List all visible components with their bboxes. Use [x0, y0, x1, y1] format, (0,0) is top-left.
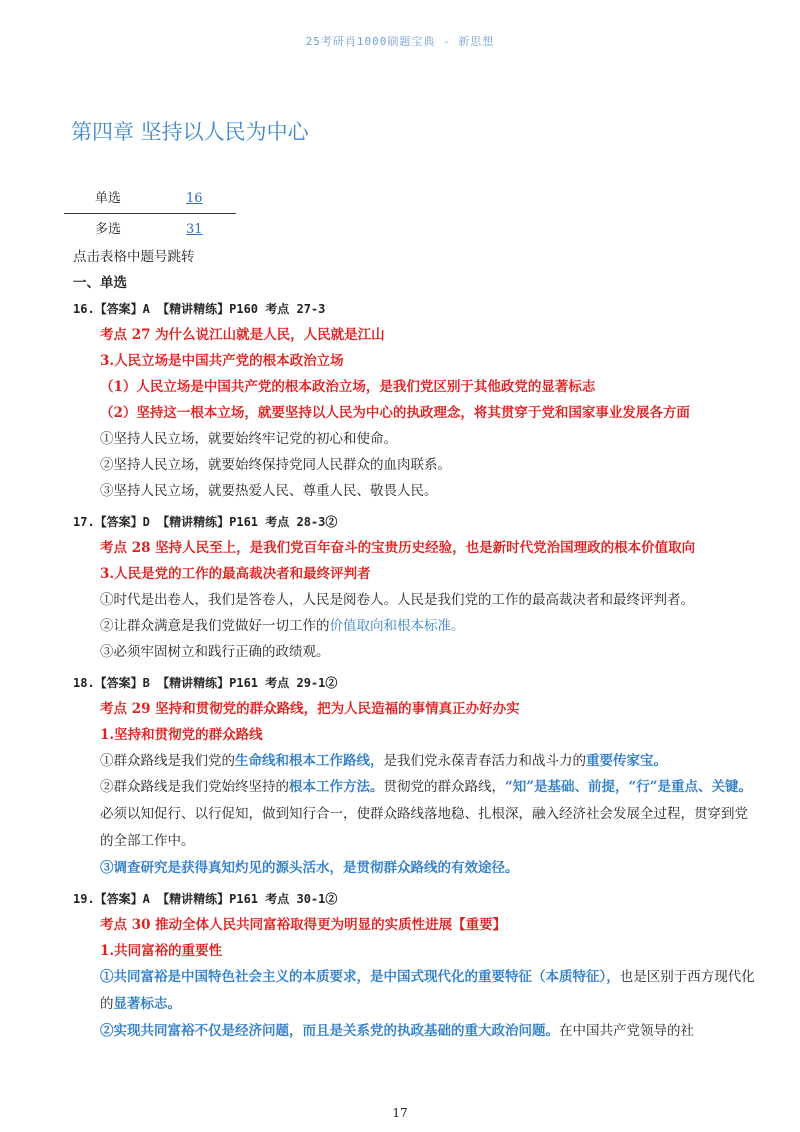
- table-divider: [64, 213, 236, 214]
- highlight-text: 价值取向和根本标准。: [329, 618, 465, 634]
- point-text: ③调查研究是获得真知灼见的源头活水，是贯彻群众路线的有效途径。: [100, 860, 519, 876]
- text-span: 在中国共产党领导的社: [559, 1023, 694, 1039]
- point-subtitle: 3.人民是党的工作的最高裁决者和最终评判者: [100, 566, 371, 582]
- point-paragraph: [73, 774, 760, 855]
- table-hint: 点击表格中题号跳转: [73, 249, 195, 265]
- point-paragraph: [73, 964, 760, 1018]
- section-title: 一、单选: [73, 275, 127, 291]
- table-row-multiple: [64, 217, 236, 242]
- highlight-text: “知”是基础、前提，“行”是重点、关键。: [505, 779, 753, 795]
- answer-head-17: 17.【答案】D 【精讲精练】P161 考点 28-3②: [73, 515, 338, 529]
- answer-head-18: 18.【答案】B 【精讲精练】P161 考点 29-1②: [73, 676, 338, 690]
- text-span: ①群众路线是我们党的: [100, 753, 235, 769]
- point-text: [73, 748, 733, 774]
- highlight-text: 显著标志。: [113, 996, 181, 1012]
- jump-link-single[interactable]: 16: [186, 191, 203, 206]
- highlight-text: ②实现共同富裕不仅是经济问题，而且是关系党的执政基础的重大政治问题。: [100, 1023, 559, 1039]
- highlight-text: 生命线和根本工作路线，: [235, 753, 384, 769]
- point-text: ②坚持人民立场，就要始终保持党同人民群众的血肉联系。: [100, 457, 451, 473]
- point-subtitle: 1.坚持和贯彻党的群众路线: [100, 727, 263, 743]
- text-span: 也是区别于西方现代化的: [100, 969, 755, 1012]
- jump-link-multiple[interactable]: 31: [186, 222, 203, 237]
- point-item: （2）坚持这一根本立场，就要坚持以人民为中心的执政理念，将其贯穿于党和国家事业发展各方面: [100, 405, 690, 421]
- point-text: ①时代是出卷人，我们是答卷人，人民是阅卷人。人民是我们党的工作的最高裁决者和最终评判者。: [100, 592, 694, 608]
- text-span: 必须以知促行、以行促知，做到知行合一，使群众路线落地稳、扎根深，融入经济社会发展全过程，贯穿到党的全部工作中。: [100, 806, 748, 849]
- point-title: 考点 30 推动全体人民共同富裕取得更为明显的实质性进展【重要】: [100, 917, 507, 933]
- point-text: ③必须牢固树立和践行正确的政绩观。: [100, 644, 330, 660]
- text-span: ②群众路线是我们党始终坚持的: [100, 779, 289, 795]
- highlight-text: 根本工作方法。: [289, 779, 384, 795]
- point-title: 考点 28 坚持人民至上，是我们党百年奋斗的宝贵历史经验，也是新时代党治国理政的根本价值取向: [100, 540, 696, 556]
- point-subtitle: 3.人民立场是中国共产党的根本政治立场: [100, 353, 344, 369]
- point-title: 考点 27 为什么说江山就是人民，人民就是江山: [100, 327, 385, 343]
- point-text: [73, 613, 733, 639]
- chapter-title: 第四章 坚持以人民为中心: [71, 120, 309, 144]
- text-span: 是我们党永葆青春活力和战斗力的: [383, 753, 586, 769]
- row-label: 多选: [95, 222, 122, 237]
- answer-content: [73, 244, 755, 1044]
- answer-head-16: 16.【答案】A 【精讲精练】P160 考点 27-3: [73, 302, 326, 316]
- point-text: [73, 1018, 733, 1044]
- table-row-single: [64, 186, 236, 211]
- row-label: 单选: [95, 191, 122, 206]
- page-number: 17: [392, 1106, 408, 1120]
- page-header: 25考研肖1000刷题宝典 - 新思想: [305, 35, 495, 48]
- highlight-text: 重要传家宝。: [586, 753, 667, 769]
- point-title: 考点 29 坚持和贯彻党的群众路线，把为人民造福的事情真正办好办实: [100, 701, 520, 717]
- point-text: ①坚持人民立场，就要始终牢记党的初心和使命。: [100, 431, 397, 447]
- highlight-text: ①共同富裕是中国特色社会主义的本质要求，是中国式现代化的重要特征（本质特征），: [100, 969, 620, 985]
- text-span: ②让群众满意是我们党做好一切工作的: [100, 618, 330, 634]
- text-span: 贯彻党的群众路线，: [383, 779, 505, 795]
- question-index-table: [64, 186, 236, 242]
- point-text: ③坚持人民立场，就要热爱人民、尊重人民、敬畏人民。: [100, 483, 438, 499]
- answer-head-19: 19.【答案】A 【精讲精练】P161 考点 30-1②: [73, 892, 338, 906]
- point-subtitle: 1.共同富裕的重要性: [100, 943, 223, 959]
- point-item: （1）人民立场是中国共产党的根本政治立场，是我们党区别于其他政党的显著标志: [100, 379, 596, 395]
